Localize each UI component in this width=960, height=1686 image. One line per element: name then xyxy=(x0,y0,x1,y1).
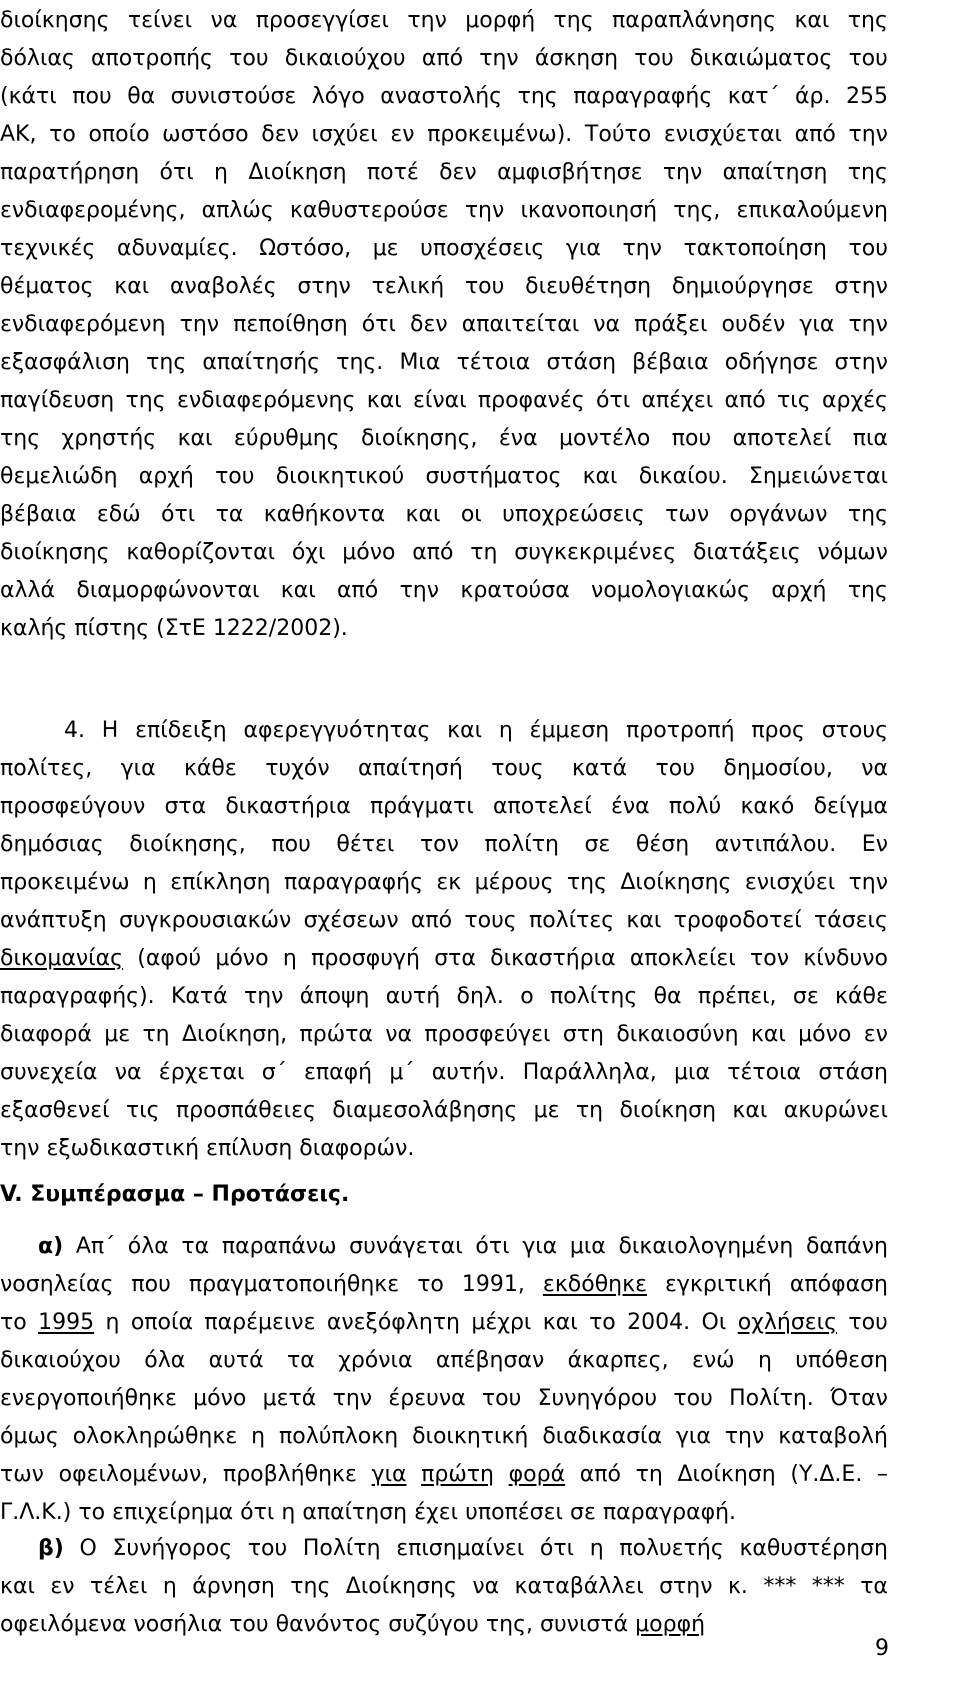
text-line: νοσηλείας που πραγματοποιήθηκε το 1991, εκδόθηκε εγκριτική απόφαση xyxy=(0,1272,888,1297)
text-line: διοίκησης τείνει να προσεγγίσει την μορφή της παραπλάνησης και της xyxy=(0,8,888,33)
text-line: τεχνικές αδυναμίες. Ωστόσο, με υποσχέσεις για την τακτοποίηση του xyxy=(0,236,888,261)
text-line: παρατήρηση ότι η Διοίκηση ποτέ δεν αμφισβήτησε την απαίτηση της xyxy=(0,160,888,185)
text-line: καλής πίστης (ΣτΕ 1222/2002). xyxy=(0,616,348,641)
text-line: και εν τέλει η άρνηση της Διοίκησης να καταβάλλει στην κ. *** *** τα xyxy=(0,1574,888,1599)
paragraph-a xyxy=(0,1228,888,1532)
text-line: συνεχεία να έρχεται σ΄ επαφή μ΄ αυτήν. Παράλληλα, μια τέτοια στάση xyxy=(0,1060,888,1085)
text-line: β) Ο Συνήγορος του Πολίτη επισημαίνει ότι η πολυετής καθυστέρηση xyxy=(38,1536,888,1561)
text-line: (κάτι που θα συνιστούσε λόγο αναστολής της παραγραφής κατ΄ άρ. 255 xyxy=(0,84,888,109)
text-line: αλλά διαμορφώνονται και από την κρατούσα νομολογιακώς αρχή της xyxy=(0,578,888,603)
text-line: ενεργοποιήθηκε μόνο μετά την έρευνα του Συνηγόρου του Πολίτη. Όταν xyxy=(0,1386,888,1411)
text-line: το 1995 η οποία παρέμεινε ανεξόφλητη μέχρι και το 2004. Οι οχλήσεις του xyxy=(0,1310,888,1335)
text-line: την εξωδικαστική επίλυση διαφορών. xyxy=(0,1136,415,1161)
text-line: δημόσιας διοίκησης, που θέτει τον πολίτη σε θέση αντιπάλου. Εν xyxy=(0,832,888,857)
text-line: ενδιαφερόμενη την πεποίθηση ότι δεν απαιτείται να πράξει ουδέν για την xyxy=(0,312,888,337)
text-line: εξασφάλιση της απαίτησής της. Μια τέτοια στάση βέβαια οδήγησε στην xyxy=(0,350,888,375)
text-line: δικαιούχου όλα αυτά τα χρόνια απέβησαν άκαρπες, ενώ η υπόθεση xyxy=(0,1348,888,1373)
text-line: θέματος και αναβολές στην τελική του διευθέτηση δημιούργησε στην xyxy=(0,274,888,299)
text-line: προσφεύγουν στα δικαστήρια πράγματι αποτελεί ένα πολύ κακό δείγμα xyxy=(0,794,888,819)
text-line: α) Απ΄ όλα τα παραπάνω συνάγεται ότι για μια δικαιολογημένη δαπάνη xyxy=(38,1234,888,1259)
text-line: οφειλόμενα νοσήλια του θανόντος συζύγου της, συνιστά μορφή xyxy=(0,1612,706,1637)
paragraph-2 xyxy=(0,712,888,1168)
text-line: παραγραφής). Κατά την άποψη αυτή δηλ. ο πολίτης θα πρέπει, σε κάθε xyxy=(0,984,888,1009)
text-line: Γ.Λ.Κ.) το επιχείρημα ότι η απαίτηση έχει υποπέσει σε παραγραφή. xyxy=(0,1500,737,1525)
section-heading: V. Συμπέρασμα – Προτάσεις. xyxy=(0,1182,350,1207)
text-line: των οφειλομένων, προβλήθηκε για πρώτη φορά από τη Διοίκηση (Υ.Δ.Ε. – xyxy=(0,1462,888,1487)
paragraph-b xyxy=(0,1530,888,1644)
text-line: εξασθενεί τις προσπάθειες διαμεσολάβησης με τη διοίκηση και ακυρώνει xyxy=(0,1098,888,1123)
text-line: ανάπτυξη συγκρουσιακών σχέσεων από τους πολίτες και τροφοδοτεί τάσεις xyxy=(0,908,888,933)
text-line: όμως ολοκληρώθηκε η πολύπλοκη διοικητική διαδικασία για την καταβολή xyxy=(0,1424,888,1449)
text-line: ΑΚ, το οποίο ωστόσο δεν ισχύει εν προκειμένω). Τούτο ενισχύεται από την xyxy=(0,122,888,147)
text-line: παγίδευση της ενδιαφερόμενης και είναι προφανές ότι απέχει από τις αρχές xyxy=(0,388,888,413)
text-line: διοίκησης καθορίζονται όχι μόνο από τη συγκεκριμένες διατάξεις νόμων xyxy=(0,540,888,565)
text-line: διαφορά με τη Διοίκηση, πρώτα να προσφεύγει στη δικαιοσύνη και μόνο εν xyxy=(0,1022,888,1047)
text-line: πολίτες, για κάθε τυχόν απαίτησή τους κατά του δημοσίου, να xyxy=(0,756,888,781)
text-line: ενδιαφερομένης, απλώς καθυστερούσε την ικανοποιησή της, επικαλούμενη xyxy=(0,198,888,223)
text-line: θεμελιώδη αρχή του διοικητικού συστήματος και δικαίου. Σημειώνεται xyxy=(0,464,888,489)
paragraph-1 xyxy=(0,2,888,648)
text-line: δικομανίας (αφού μόνο η προσφυγή στα δικαστήρια αποκλείει τον κίνδυνο xyxy=(0,946,888,971)
text-line: βέβαια εδώ ότι τα καθήκοντα και οι υποχρεώσεις των οργάνων της xyxy=(0,502,888,527)
text-line: 4. Η επίδειξη αφερεγγυότητας και η έμμεση προτροπή προς στους xyxy=(64,718,888,743)
text-line: της χρηστής και εύρυθμης διοίκησης, ένα μοντέλο που αποτελεί πια xyxy=(0,426,888,451)
text-line: προκειμένω η επίκληση παραγραφής εκ μέρους της Διοίκησης ενισχύει την xyxy=(0,870,888,895)
text-line: δόλιας αποτροπής του δικαιούχου από την άσκηση του δικαιώματος του xyxy=(0,46,888,71)
page-number: 9 xyxy=(875,1636,889,1661)
